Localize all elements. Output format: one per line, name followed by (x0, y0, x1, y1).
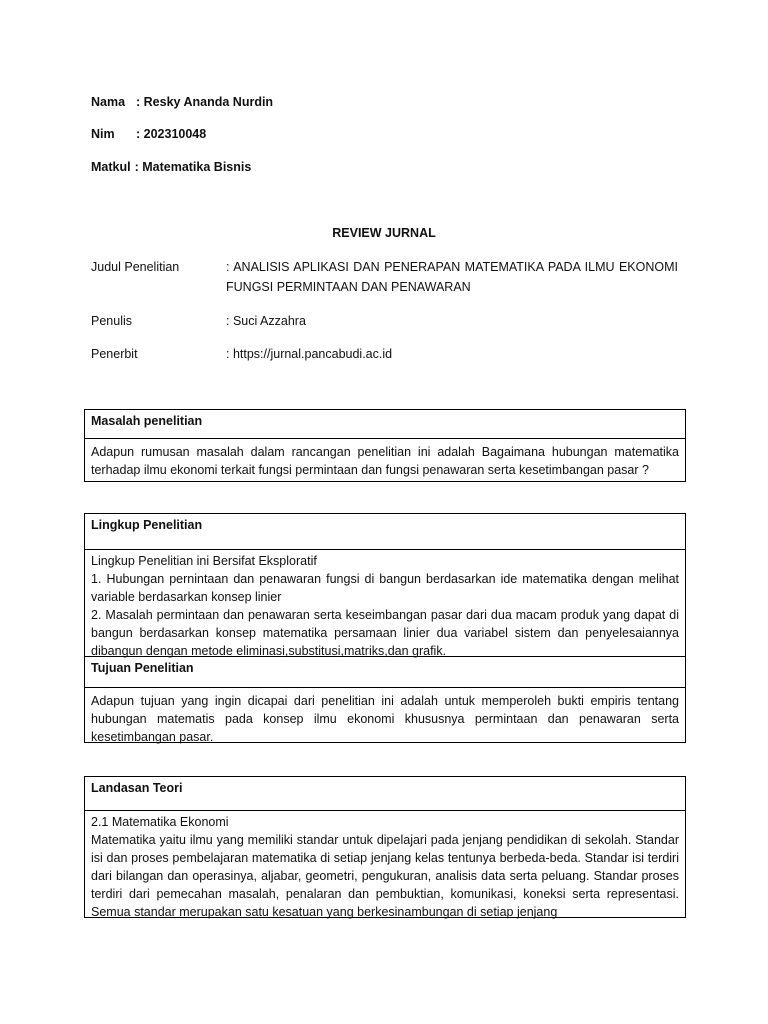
penulis-label: Penulis (91, 314, 132, 328)
name-label: Nama (91, 95, 126, 109)
meta-penerbit (91, 344, 678, 364)
course-value: : Matematika Bisnis (134, 160, 252, 174)
meta-penulis (91, 311, 678, 331)
penerbit-value: : https://jurnal.pancabudi.ac.id (226, 347, 393, 361)
lingkup-tujuan-box (84, 513, 686, 743)
judul-label: Judul Penelitian (91, 260, 180, 274)
tujuan-heading: Tujuan Penelitian (85, 656, 685, 688)
meta-judul (91, 257, 678, 297)
student-name-line (91, 95, 273, 109)
tujuan-paragraph: Adapun tujuan yang ingin dicapai dari penelitian ini adalah untuk memperoleh bukti empiris tentang hubungan matematis pada konsep ilmu ekonomi khususnya permintaan dan penawaran serta kesetimbangan pasar. (91, 694, 679, 744)
landasan-paragraph: Matematika yaitu ilmu yang memiliki standar untuk dipelajari pada jenjang pendidikan di sekolah. Standar isi dan proses pembelajaran matematika di setiap jenjang kelas tentunya berbeda-beda. Standar isi terdiri dari bilangan dan operasinya, aljabar, geometri, pengukuran, analisis data serta peluang. Standar proses terdiri dari pemecahan masalah, penalaran dan pembuktian, komunikasi, koneksi serta representasi. Semua standar merupakan satu kesatuan yang berkesinambungan di setiap jenjang (91, 833, 679, 919)
landasan-heading: Landasan Teori (85, 777, 685, 811)
judul-value: : ANALISIS APLIKASI DAN PENERAPAN MATEMATIKA PADA ILMU EKONOMI FUNGSI PERMINTAAN DAN PENAWARAN (226, 260, 678, 294)
student-nim-line (91, 127, 206, 141)
nim-label: Nim (91, 127, 115, 141)
masalah-box (84, 409, 686, 482)
landasan-box (84, 776, 686, 918)
masalah-text (85, 439, 685, 482)
course-label: Matkul (91, 160, 131, 174)
masalah-heading: Masalah penelitian (85, 410, 685, 439)
nim-value: : 202310048 (136, 127, 207, 141)
lingkup-point-2: 2. Masalah permintaan dan penawaran serta keseimbangan pasar dari dua macam produk yang dapat di bangun berdasarkan konsep matematika persamaan linier dua variabel sistem dan penyelesaiannya dibangun dengan metode eliminasi,substitusi,matriks,dan grafik. (91, 608, 679, 658)
penerbit-label: Penerbit (91, 347, 138, 361)
penulis-value: : Suci Azzahra (226, 314, 306, 328)
course-line (91, 160, 251, 174)
name-value: : Resky Ananda Nurdin (136, 95, 274, 109)
lingkup-intro: Lingkup Penelitian ini Bersifat Eksploratif (91, 554, 317, 568)
masalah-paragraph: Adapun rumusan masalah dalam rancangan penelitian ini adalah Bagaimana hubungan matematika terhadap ilmu ekonomi terkait fungsi permintaan dan fungsi penawaran serta kesetimbangan pasar ? (91, 445, 679, 477)
landasan-body (85, 811, 685, 924)
lingkup-body (85, 550, 685, 656)
lingkup-point-1: 1. Hubungan pernintaan dan penawaran fungsi di bangun berdasarkan ide matematika dengan melihat variable berdasarkan konsep linier (91, 572, 679, 604)
landasan-subheading: 2.1 Matematika Ekonomi (91, 815, 229, 829)
tujuan-body (85, 688, 685, 749)
review-title: REVIEW JURNAL (332, 226, 436, 240)
lingkup-heading: Lingkup Penelitian (85, 514, 685, 550)
